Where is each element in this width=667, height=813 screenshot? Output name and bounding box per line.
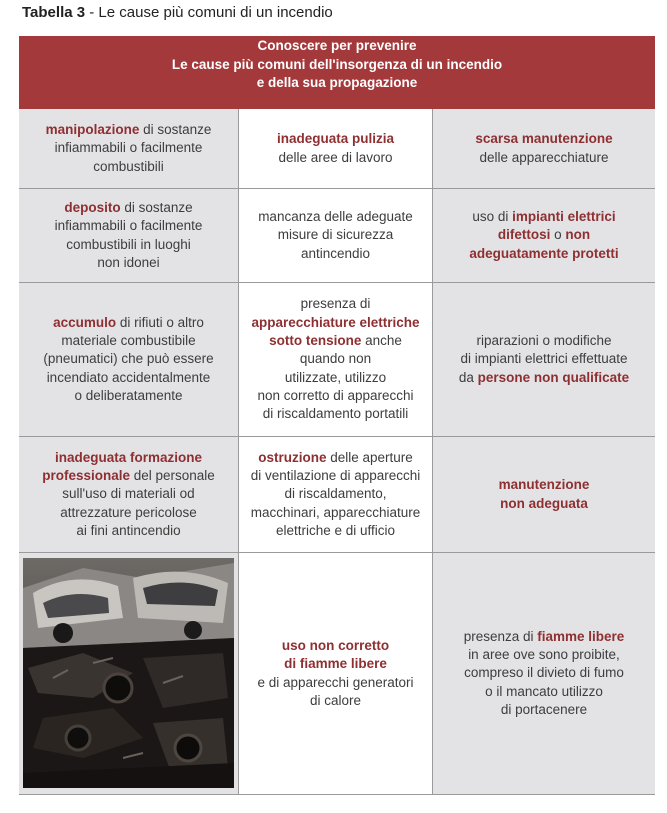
body-text: antincendio	[300, 245, 371, 261]
cell-text	[439, 332, 649, 387]
body-text: delle apparecchiature	[479, 149, 609, 165]
emphasis-text: manipolazione	[45, 122, 140, 138]
body-text: infiammabili o facilmente	[54, 140, 203, 156]
emphasis-text: non	[565, 227, 591, 243]
emphasis-text: impianti elettrici	[512, 209, 616, 225]
cell-text	[245, 295, 426, 423]
body-text: e di apparecchi generatori	[257, 674, 414, 690]
body-text: misure di sicurezza	[277, 227, 394, 243]
cell-text	[245, 637, 426, 710]
body-text: utilizzate, utilizzo	[284, 369, 387, 385]
table-cell-r5-c2	[239, 553, 432, 794]
emphasis-text: professionale	[42, 468, 130, 484]
emphasis-text: apparecchiature elettriche	[251, 314, 420, 330]
body-text: materiale combustibile	[61, 333, 196, 349]
body-text: non idonei	[97, 254, 160, 270]
body-text: di portacenere	[500, 701, 588, 717]
body-text: di rifiuti o altro	[116, 314, 204, 330]
body-text: delle aree di lavoro	[278, 149, 393, 165]
row-divider	[19, 552, 655, 553]
cell-text	[439, 130, 649, 167]
cell-text	[245, 208, 426, 263]
body-text: (pneumatici) che può essere	[43, 351, 214, 367]
table-header	[19, 36, 655, 109]
emphasis-text: accumulo	[53, 314, 117, 330]
table-cell-r2-c3	[433, 189, 655, 282]
cell-text	[245, 449, 426, 540]
cell-text	[25, 121, 232, 176]
table-cell-r2-c1	[19, 189, 238, 282]
body-text: sull'uso di materiali od	[62, 486, 195, 502]
table-cell-r4-c3	[433, 437, 655, 552]
header-line-1: Conoscere per prevenire	[257, 38, 417, 53]
fire-causes-table	[19, 36, 655, 795]
emphasis-text: uso non corretto	[281, 637, 390, 653]
table-cell-r1-c3	[433, 109, 655, 188]
row-divider	[19, 282, 655, 283]
emphasis-text: di fiamme libere	[284, 656, 387, 672]
body-text: di calore	[309, 692, 362, 708]
emphasis-text: ostruzione	[258, 449, 327, 465]
emphasis-text: fiamme libere	[537, 628, 625, 644]
emphasis-text: non adeguata	[500, 495, 588, 511]
body-text: macchinari, apparecchiature	[250, 504, 421, 520]
body-text: combustibili in luoghi	[66, 236, 191, 252]
body-text: di riscaldamento portatili	[262, 406, 409, 422]
scrapyard-photo	[23, 558, 234, 788]
table-caption	[22, 4, 333, 21]
cell-text	[439, 628, 649, 719]
body-text: o	[550, 227, 566, 243]
body-text: o deliberatamente	[74, 387, 183, 403]
emphasis-text: inadeguata pulizia	[276, 131, 395, 147]
table-cell-r3-c1	[19, 283, 238, 436]
body-text: riparazioni o modifiche	[476, 333, 612, 349]
body-text: elettriche e di ufficio	[275, 522, 396, 538]
body-text: delle aperture	[326, 449, 413, 465]
row-divider	[19, 436, 655, 437]
table-number: Tabella 3	[22, 4, 86, 21]
emphasis-text: difettosi	[497, 227, 551, 243]
body-text: combustibili	[93, 158, 164, 174]
row-divider	[19, 188, 655, 189]
table-cell-r1-c2	[239, 109, 432, 188]
body-text: attrezzature pericolose	[60, 504, 197, 520]
table-caption-text: - Le cause più comuni di un incendio	[85, 4, 333, 21]
body-text: di riscaldamento,	[284, 486, 387, 502]
table-cell-r1-c1	[19, 109, 238, 188]
table-cell-r2-c2	[239, 189, 432, 282]
body-text: di ventilazione di apparecchi	[250, 468, 421, 484]
table-cell-r5-c3	[433, 553, 655, 794]
body-text: in aree ove sono proibite,	[468, 647, 620, 663]
cell-text	[439, 208, 649, 263]
emphasis-text: manutenzione	[498, 477, 590, 493]
column-divider	[432, 109, 433, 794]
body-text: presenza di	[463, 628, 538, 644]
body-text: di sostanze	[120, 199, 193, 215]
cell-text	[25, 199, 232, 272]
cell-text	[245, 130, 426, 167]
emphasis-text: deposito	[64, 199, 121, 215]
body-text: quando non	[299, 351, 372, 367]
body-text: di impianti elettrici effettuate	[460, 351, 628, 367]
table-cell-r4-c2	[239, 437, 432, 552]
body-text: da	[458, 369, 478, 385]
table-cell-r3-c2	[239, 283, 432, 436]
body-text: mancanza delle adeguate	[258, 209, 413, 225]
table-cell-r3-c3	[433, 283, 655, 436]
header-line-3: e della sua propagazione	[256, 75, 418, 90]
body-text: incendiato accidentalmente	[46, 369, 211, 385]
body-text: del personale	[129, 468, 215, 484]
body-text: infiammabili o facilmente	[54, 218, 203, 234]
body-text: compreso il divieto di fumo	[464, 665, 624, 681]
body-text: di sostanze	[139, 122, 212, 138]
body-text: anche	[361, 333, 402, 349]
body-text: presenza di	[300, 296, 371, 312]
body-text: uso di	[472, 209, 513, 225]
body-text: o il mancato utilizzo	[485, 683, 603, 699]
emphasis-text: persone non qualificate	[477, 369, 630, 385]
cell-text	[439, 476, 649, 513]
cell-text	[25, 314, 232, 405]
emphasis-text: adeguatamente protetti	[469, 245, 619, 261]
emphasis-text: inadeguata formazione	[54, 449, 203, 465]
column-divider	[238, 109, 239, 794]
body-text: ai fini antincendio	[76, 522, 181, 538]
cell-text	[25, 449, 232, 540]
table-cell-r4-c1	[19, 437, 238, 552]
emphasis-text: scarsa manutenzione	[475, 131, 613, 147]
header-line-2: Le cause più comuni dell'insorgenza di un incendio	[171, 56, 503, 72]
body-text: non corretto di apparecchi	[257, 387, 414, 403]
emphasis-text: sotto tensione	[269, 333, 362, 349]
